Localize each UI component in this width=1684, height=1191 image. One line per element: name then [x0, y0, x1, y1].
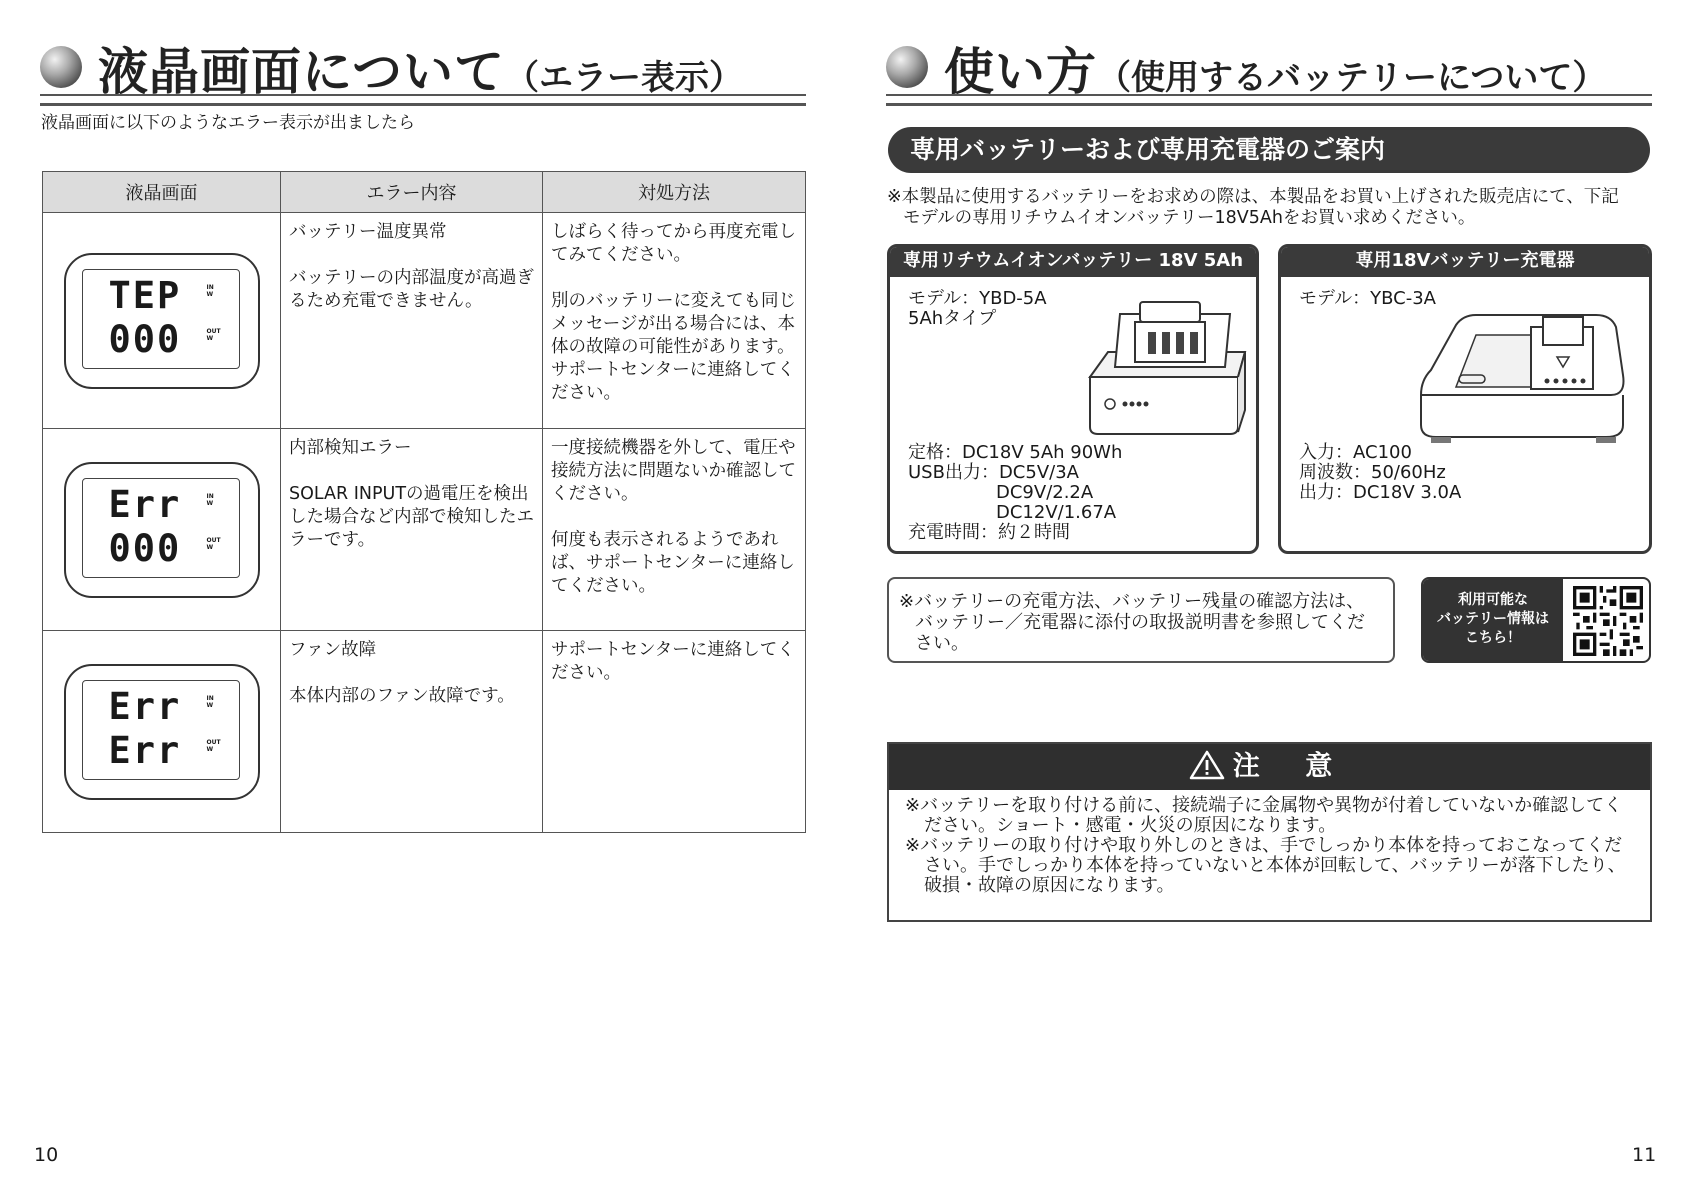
error-title: ファン故障	[289, 640, 377, 660]
caution-item-2-line-2: さい。手でしっかり本体を持っていないと本体が回転して、バッテリーが落下したり、	[924, 855, 1626, 876]
charger-specs	[1299, 443, 1461, 503]
battery-panel	[887, 244, 1259, 554]
lcd-tag-out: OUT W	[206, 536, 221, 551]
charging-info-box	[887, 577, 1395, 663]
qr-label-line-3: こちら！	[1465, 630, 1521, 646]
lcd-display-icon	[64, 253, 260, 389]
error-title: バッテリー温度異常	[289, 222, 447, 242]
error-content-cell	[281, 429, 543, 631]
battery-spec-time: 充電時間：約２時間	[908, 522, 1070, 543]
table-row	[43, 429, 806, 631]
error-detail: SOLAR INPUTの過電圧を検出した場合など内部で検知したエラーです。	[289, 484, 534, 550]
warning-triangle-icon	[1189, 750, 1225, 780]
caution-title: 注 意	[1232, 751, 1351, 782]
battery-spec-rating: 定格：DC18V 5Ah 90Wh	[908, 442, 1123, 463]
qr-label-line-2: バッテリー情報は	[1437, 611, 1549, 627]
lcd-screen	[82, 478, 240, 578]
charger-spec-input: 入力：AC100	[1299, 442, 1412, 463]
table-header-row	[43, 172, 806, 213]
lcd-line-2: 000	[108, 317, 182, 361]
caution-item-2-line-3: 破損・故障の原因になります。	[924, 875, 1175, 896]
table-row	[43, 213, 806, 429]
heading-main-text: 液晶画面について	[98, 43, 505, 101]
battery-image	[1080, 292, 1250, 442]
remedy-text-1: 一度接続機器を外して、電圧や接続方法に問題ないか確認してください。	[551, 438, 796, 504]
battery-spec-usb-2: DC9V/2.2A	[996, 482, 1094, 503]
lcd-cell	[43, 631, 281, 833]
bullet-ball-icon	[886, 46, 928, 88]
remedy-cell	[543, 631, 806, 833]
error-detail: バッテリーの内部温度が高過ぎるため充電できません。	[289, 268, 534, 311]
left-section-heading	[40, 32, 806, 102]
col-header-error: エラー内容	[281, 172, 543, 213]
lcd-line-1: Err	[108, 684, 182, 728]
lcd-line-1: TEP	[108, 273, 182, 317]
qr-code-icon[interactable]	[1573, 586, 1643, 656]
lcd-tag-in: IN W	[206, 283, 214, 298]
banner-title: 専用バッテリーおよび専用充電器のご案内	[888, 127, 1650, 173]
caution-header	[889, 744, 1650, 790]
col-header-remedy: 対処方法	[543, 172, 806, 213]
lcd-screen	[82, 680, 240, 780]
remedy-text-1: しばらく待ってから再度充電してみてください。	[551, 222, 796, 265]
lcd-cell	[43, 429, 281, 631]
heading-sub-text: （使用するバッテリーについて）	[1097, 58, 1607, 98]
qr-label-line-1: 利用可能な	[1458, 592, 1528, 608]
qr-box[interactable]	[1421, 577, 1651, 663]
caution-item-1-line-2: ださい。ショート・感電・火災の原因になります。	[924, 815, 1337, 836]
caution-item-1-line-1: ※バッテリーを取り付ける前に、接続端子に金属物や異物が付着していないか確認してく	[905, 795, 1623, 816]
battery-specs	[908, 443, 1122, 543]
error-detail: 本体内部のファン故障です。	[289, 686, 515, 706]
error-content-cell	[281, 631, 543, 833]
heading-main-text: 使い方	[944, 43, 1097, 101]
remedy-text-2: 何度も表示されるようであれば、サポートセンターに連絡してください。	[551, 530, 795, 596]
battery-spec-usb: USB出力：DC5V/3A	[908, 462, 1079, 483]
info-line-2: バッテリー／充電器に添付の取扱説明書を参照してくだ	[915, 612, 1365, 633]
lcd-line-1: Err	[108, 482, 182, 526]
caution-box	[887, 742, 1652, 922]
battery-model-info	[908, 289, 1047, 329]
error-content-cell	[281, 213, 543, 429]
lcd-tag-in: IN W	[206, 694, 214, 709]
info-line-3: さい。	[915, 633, 969, 654]
lcd-cell	[43, 213, 281, 429]
col-header-lcd: 液晶画面	[43, 172, 281, 213]
remedy-text-1: サポートセンターに連絡してください。	[551, 640, 795, 683]
table-row	[43, 631, 806, 833]
battery-panel-title: 専用リチウムイオンバッテリー 18V 5Ah	[890, 247, 1256, 277]
remedy-cell	[543, 429, 806, 631]
page-number-left: 10	[34, 1144, 59, 1166]
caution-body	[889, 790, 1650, 896]
heading-sub-text: （エラー表示）	[505, 58, 743, 98]
intro-text: 液晶画面に以下のようなエラー表示が出ましたら	[41, 113, 415, 133]
bullet-ball-icon	[40, 46, 82, 88]
page-number-right: 11	[1632, 1144, 1657, 1166]
lcd-screen	[82, 269, 240, 369]
right-section-heading	[886, 32, 1652, 102]
charger-spec-frequency: 周波数：50/60Hz	[1299, 462, 1446, 483]
charger-panel-title: 専用18Vバッテリー充電器	[1281, 247, 1649, 277]
error-table	[42, 171, 806, 833]
purchase-note-line-1: ※本製品に使用するバッテリーをお求めの際は、本製品をお買い上げされた販売店にて、下記	[887, 187, 1619, 207]
error-title: 内部検知エラー	[289, 438, 412, 458]
lcd-line-2: Err	[108, 728, 182, 772]
lcd-line-2: 000	[108, 526, 182, 570]
lcd-tag-out: OUT W	[206, 738, 221, 753]
lcd-display-icon	[64, 664, 260, 800]
charger-model: モデル：YBC-3A	[1299, 288, 1436, 309]
qr-label	[1423, 579, 1563, 661]
battery-spec-usb-3: DC12V/1.67A	[996, 502, 1117, 523]
heading-rule	[886, 94, 1652, 106]
purchase-note	[887, 187, 1653, 229]
lcd-tag-out: OUT W	[206, 327, 221, 342]
charger-panel	[1278, 244, 1652, 554]
caution-item-2-line-1: ※バッテリーの取り付けや取り外しのときは、手でしっかり本体を持っておこなってくだ	[905, 835, 1623, 856]
battery-type: 5Ahタイプ	[908, 308, 997, 329]
charger-image	[1411, 295, 1641, 465]
heading-rule	[40, 94, 806, 106]
charger-spec-output: 出力：DC18V 3.0A	[1299, 482, 1462, 503]
lcd-tag-in: IN W	[206, 492, 214, 507]
info-line-1: ※バッテリーの充電方法、バッテリー残量の確認方法は、	[899, 591, 1365, 612]
remedy-cell	[543, 213, 806, 429]
battery-model: モデル：YBD-5A	[908, 288, 1047, 309]
lcd-display-icon	[64, 462, 260, 598]
purchase-note-line-2: モデルの専用リチウムイオンバッテリー18V5Ahをお買い求めください。	[903, 208, 1476, 228]
remedy-text-2: 別のバッテリーに変えても同じメッセージが出る場合には、本体の故障の可能性があります。サポートセンターに連絡してください。	[551, 291, 796, 403]
